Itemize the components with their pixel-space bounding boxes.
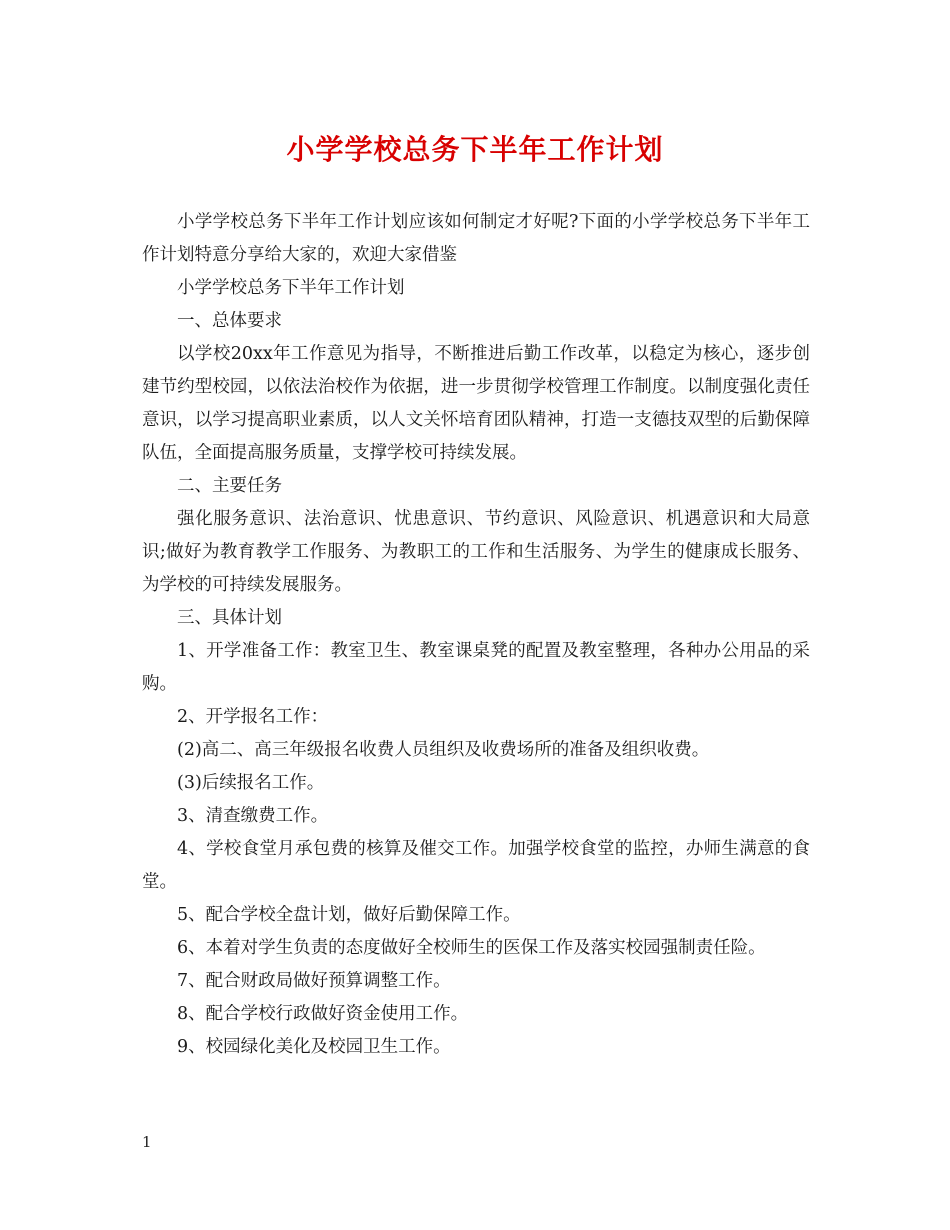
- heading-general-requirements: 一、总体要求: [177, 311, 282, 331]
- plan-item-7: 7、配合财政局做好预算调整工作。: [177, 971, 451, 991]
- plan-item-9: 9、校园绿化美化及校园卫生工作。: [177, 1037, 451, 1057]
- heading-main-tasks: 二、主要任务: [177, 476, 282, 496]
- document-title: 小学学校总务下半年工作计划: [286, 133, 664, 166]
- plan-item-6: 6、本着对学生负责的态度做好全校师生的医保工作及落实校园强制责任险。: [177, 938, 766, 958]
- document-body: [142, 206, 810, 1064]
- heading-specific-plan: 三、具体计划: [177, 608, 282, 628]
- plan-item-5: 5、配合学校全盘计划，做好后勤保障工作。: [177, 905, 521, 925]
- plan-item-2-sub-2: (2)高二、高三年级报名收费人员组织及收费场所的准备及组织收费。: [177, 740, 710, 760]
- plan-item-1: 1、开学准备工作：教室卫生、教室课桌凳的配置及教室整理，各种办公用品的采购。: [142, 641, 810, 694]
- paragraph-general-requirements: 以学校20xx年工作意见为指导，不断推进后勤工作改革，以稳定为核心，逐步创建节约型校园，以依法治校作为依据，进一步贯彻学校管理工作制度。以制度强化责任意识，以学习提高职业素质，以人文关怀培育团队精神，打造一支德技双型的后勤保障队伍，全面提高服务质量，支撑学校可持续发展。: [142, 344, 810, 463]
- plan-item-4: 4、学校食堂月承包费的核算及催交工作。加强学校食堂的监控，办师生满意的食堂。: [142, 839, 810, 892]
- plan-item-2: 2、开学报名工作：: [177, 707, 329, 727]
- paragraph-intro: 小学学校总务下半年工作计划应该如何制定才好呢?下面的小学学校总务下半年工作计划特意分享给大家的，欢迎大家借鉴: [142, 212, 810, 265]
- paragraph-main-tasks: 强化服务意识、法治意识、忧患意识、节约意识、风险意识、机遇意识和大局意识;做好为教育教学工作服务、为教职工的工作和生活服务、为学生的健康成长服务、为学校的可持续发展服务。: [142, 509, 810, 595]
- plan-item-8: 8、配合学校行政做好资金使用工作。: [177, 1004, 469, 1024]
- page-number: 1: [142, 1133, 152, 1151]
- paragraph-subtitle: 小学学校总务下半年工作计划: [177, 278, 405, 298]
- plan-item-3: 3、清查缴费工作。: [177, 806, 329, 826]
- plan-item-2-sub-3: (3)后续报名工作。: [177, 773, 325, 793]
